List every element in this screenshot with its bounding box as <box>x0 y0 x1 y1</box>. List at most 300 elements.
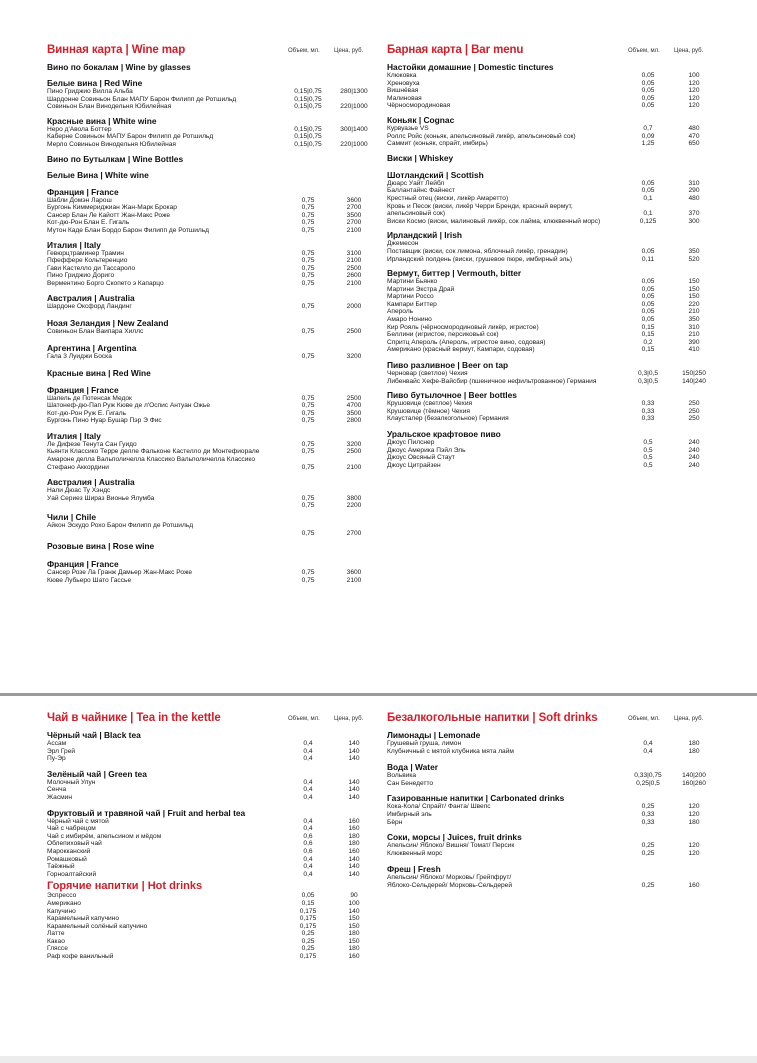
item-volume: 0,15|0,75 <box>294 133 322 141</box>
item-volume: 0,05 <box>641 79 655 87</box>
item-volume: 0,33 <box>641 818 655 826</box>
item-volume: 0,4 <box>303 793 313 801</box>
item-volume: 0,05 <box>301 892 315 900</box>
item-volume: 0,4 <box>303 747 313 755</box>
item-price: 150 <box>688 278 700 286</box>
item-volume: 0,4 <box>303 786 313 794</box>
menu-item-row <box>47 908 373 916</box>
item-volume: 0,75 <box>301 279 315 287</box>
menu-item-row <box>387 286 713 294</box>
item-volume: 0,15|0,75 <box>294 103 322 111</box>
item-price: 480 <box>688 194 700 202</box>
section-heading: Вино по бокалам | Wine by glasses <box>47 62 191 72</box>
item-price: 100 <box>348 899 360 907</box>
soft-drinks-title: Безалкогольные напитки | Soft drinks <box>387 712 598 724</box>
item-volume: 0,05 <box>641 187 655 195</box>
menu-item-row <box>387 278 713 286</box>
item-name: Пу-Эр <box>47 755 66 763</box>
menu-item-row <box>47 141 373 149</box>
item-name: Сансер Розе Ла Гранж Дамьер Жан-Макс Роже <box>47 569 193 577</box>
item-name: Кока-Кола/ Спрайт/ Фанта/ Швепс <box>387 803 491 811</box>
item-price: 160 <box>348 953 360 961</box>
item-volume: 0,09 <box>641 132 655 140</box>
menu-item-row <box>387 140 713 148</box>
item-price: 140 <box>348 755 360 763</box>
item-price: 120 <box>688 102 700 110</box>
item-price: 160 <box>688 881 700 889</box>
item-price: 150 <box>688 293 700 301</box>
item-volume: 0,05 <box>641 293 655 301</box>
item-name: Какао <box>47 937 65 945</box>
item-name: Баллантайнс Файнест <box>387 187 456 195</box>
menu-item-row <box>387 370 713 378</box>
item-volume: 0,15|0,75 <box>294 125 322 133</box>
item-volume: 0,33 <box>641 400 655 408</box>
menu-item-row <box>47 938 373 946</box>
item-price: 140 <box>348 747 360 755</box>
bar-menu-header <box>387 44 713 57</box>
item-volume: 0,125 <box>639 217 657 225</box>
item-price: 240 <box>688 461 700 469</box>
item-name: Эспрессо <box>47 892 77 900</box>
item-price: 120 <box>688 79 700 87</box>
item-price: 160 <box>348 825 360 833</box>
item-price: 480 <box>688 124 700 132</box>
item-volume: 0,15 <box>641 331 655 339</box>
subsection-heading: Австралия | Australia <box>47 477 135 488</box>
subsection-heading: Уральское крафтовое пиво <box>387 429 501 439</box>
item-price: 180 <box>348 930 360 938</box>
item-name: Клюковка <box>387 72 417 79</box>
menu-item-row <box>47 204 373 212</box>
item-volume: 0,05 <box>641 247 655 255</box>
wine-map-column <box>47 44 373 584</box>
item-volume: 0,25 <box>641 842 655 850</box>
item-name: Гави Кастелло ди Тассароло <box>47 264 136 272</box>
menu-item-row <box>47 945 373 953</box>
subsection-heading: Аргентина | Argentina <box>47 342 137 353</box>
menu-item-row <box>47 464 373 472</box>
menu-item-row <box>387 882 713 890</box>
item-volume: 0,75 <box>301 402 315 410</box>
item-name: Крушовице (светлое) Чехия <box>387 400 473 408</box>
item-price: 160|260 <box>682 779 706 787</box>
item-name: Клубничный с мятой клубника мята лайм <box>387 747 514 755</box>
item-volume: 0,75 <box>301 502 315 510</box>
item-volume: 0,4 <box>303 855 313 863</box>
item-name: Латте <box>47 930 65 938</box>
item-price: 300|1400 <box>340 125 368 133</box>
menu-item-row <box>47 786 373 794</box>
item-volume: 0,05 <box>641 308 655 316</box>
item-price: 650 <box>688 140 700 148</box>
subsection-heading: Красные вина | White wine <box>47 115 157 126</box>
subsection-heading: Фруктовый и травяной чай | Fruit and herbal tea <box>47 807 246 818</box>
item-volume: 0,4 <box>303 778 313 786</box>
menu-item-row <box>387 339 713 347</box>
menu-item-row <box>387 378 713 386</box>
item-price: 240 <box>688 446 700 454</box>
item-volume: 0,75 <box>301 463 315 471</box>
item-name: Кир Рояль (чёрносмородиновый ликёр, игристое) <box>387 323 539 331</box>
item-name: Айкон Эскудо Рохо Барон Филипп де Ротшильд <box>47 522 194 530</box>
item-name: Роллс Ройс (коньяк, апельсиновый ликёр, апельсиновый сок) <box>387 132 576 140</box>
item-volume: 0,75 <box>301 352 315 360</box>
menu-item-row <box>47 417 373 425</box>
item-name: Курвуазье VS <box>387 124 429 132</box>
item-name: Облепиховый чай <box>47 840 102 848</box>
item-volume: 0,25 <box>301 945 315 953</box>
menu-item-row <box>47 126 373 134</box>
item-price: 2100 <box>346 576 362 584</box>
item-name: Яблоко-Сельдерей/ Морковь-Сельдерей <box>387 881 513 889</box>
menu-item-row <box>387 439 713 447</box>
item-volume: 0,5 <box>643 454 653 462</box>
menu-item-row <box>387 803 713 811</box>
item-name: Кот-дю-Рон Руж Е. Гигаль <box>47 409 126 417</box>
item-name: Пино Гриджио Доригo <box>47 272 115 280</box>
volume-header: Объем, мл. <box>288 48 320 54</box>
item-name: Карамельный солёный капучино <box>47 922 148 930</box>
item-name: Апероль <box>387 308 414 316</box>
soft-drinks-column <box>387 712 713 890</box>
item-price: 3800 <box>346 494 362 502</box>
item-volume: 0,05 <box>641 102 655 110</box>
item-name: апельсиновый сок) <box>387 210 446 218</box>
menu-item-row <box>47 103 373 111</box>
item-price: 2100 <box>346 279 362 287</box>
item-price: 220|1000 <box>340 103 368 111</box>
item-price: 2500 <box>346 394 362 402</box>
item-name: Клаусталер (безалкогольное) Германия <box>387 415 509 423</box>
item-volume: 0,4 <box>303 863 313 871</box>
item-price: 140|200 <box>682 772 706 780</box>
item-volume: 0,7 <box>643 124 653 132</box>
menu-item-row <box>47 402 373 410</box>
menu-item-row <box>47 825 373 833</box>
item-name <box>47 502 279 510</box>
item-price: 250 <box>688 415 700 423</box>
item-name: Спритц Апероль (Апероль, игристое вино, содовая) <box>387 338 546 346</box>
menu-item-row <box>387 874 713 882</box>
item-price: 210 <box>688 331 700 339</box>
item-volume: 0,175 <box>299 907 317 915</box>
item-volume: 0,75 <box>301 226 315 234</box>
item-name: Апельсин/ Яблоко/ Морковь/ Грейпфрут/ <box>387 874 512 882</box>
item-volume: 0,75 <box>301 494 315 502</box>
item-price: 140 <box>348 907 360 915</box>
item-price: 150 <box>348 937 360 945</box>
menu-item-row <box>47 456 373 464</box>
menu-item-row <box>47 227 373 235</box>
item-price: 300 <box>688 217 700 225</box>
item-price: 3100 <box>346 249 362 257</box>
item-name: Сенча <box>47 786 67 794</box>
item-price: 2100 <box>346 257 362 265</box>
item-name: Шатонеф-дю-Пап Руж Кюве де л'Оспис Антуан Ожье <box>47 402 211 410</box>
item-volume: 0,75 <box>301 440 315 448</box>
item-name: Джоус Овсяный Стаут <box>387 454 455 462</box>
section-heading: Настойки домашние | Domestic tinctures <box>387 62 554 72</box>
item-price: 180 <box>688 747 700 755</box>
item-volume: 0,15 <box>641 323 655 331</box>
item-volume: 0,4 <box>643 747 653 755</box>
item-name: Мартини Бьянко <box>387 278 438 286</box>
price-header: Цена, руб. <box>674 716 704 722</box>
menu-item-row <box>47 522 373 530</box>
menu-item-row <box>47 930 373 938</box>
item-name: Чёрный чай с мятой <box>47 817 109 825</box>
menu-item-row <box>47 88 373 96</box>
section-heading: Красные вина | Red Wine <box>47 367 151 378</box>
item-name: Мартини Экстра Драй <box>387 285 455 293</box>
subsection-heading: Лимонады | Lemonade <box>387 730 481 740</box>
item-name: Сан Бенедетто <box>387 779 434 787</box>
item-name: Поставщик (виски, сок лимона, яблочный ликёр, гренадин) <box>387 247 568 255</box>
menu-item-row <box>47 856 373 864</box>
item-name: Гляссе <box>47 945 68 953</box>
item-price: 3600 <box>346 196 362 204</box>
item-price: 280|1300 <box>340 88 368 95</box>
item-price: 100 <box>688 72 700 79</box>
item-name: Пфефферe Кольтеренцио <box>47 257 128 265</box>
item-name: Дюарс Уайт Лейбл <box>387 179 445 187</box>
item-price: 140 <box>348 793 360 801</box>
item-name: Неро д'Авола Боттер <box>47 125 112 133</box>
item-name: Джоус Цитрайзен <box>387 461 441 469</box>
subsection-heading: Франция | France <box>47 384 119 395</box>
soft-drinks-header <box>387 712 713 725</box>
item-volume: 1,25 <box>641 140 655 148</box>
section-heading: Виски | Whiskey <box>387 152 454 163</box>
item-volume: 0,05 <box>641 285 655 293</box>
item-volume: 0,4 <box>303 870 313 878</box>
item-name: Кот-дю-Рон Блан Е. Гигаль <box>47 219 130 227</box>
item-volume: 0,25 <box>301 930 315 938</box>
menu-item-row <box>387 772 713 780</box>
item-price: 2700 <box>346 204 362 212</box>
item-price: 3200 <box>346 440 362 448</box>
item-name: Ирландский полдень (виски, грушевое пюре, имбирный эль) <box>387 255 573 263</box>
item-volume: 0,5 <box>643 461 653 469</box>
menu-item-row <box>387 454 713 462</box>
item-name: Мутон Каде Блан Бордо Барон Филипп де Ротшильд <box>47 226 210 234</box>
volume-header: Объем, мл. <box>628 716 660 722</box>
item-volume: 0,33 <box>641 415 655 423</box>
item-volume: 0,75 <box>301 529 315 537</box>
menu-item-row <box>387 80 713 88</box>
item-price: 2100 <box>346 226 362 234</box>
item-price: 250 <box>688 407 700 415</box>
item-volume: 0,5 <box>643 446 653 454</box>
menu-item-row <box>47 871 373 879</box>
item-name: Нали Дюас Ту Хэндс <box>47 487 111 495</box>
item-price: 140 <box>348 740 360 747</box>
bar-menu-title: Барная карта | Bar menu <box>387 44 524 56</box>
item-name: Апельсин/ Яблоко/ Вишня/ Томат/ Персик <box>387 842 515 850</box>
menu-item-row <box>387 850 713 858</box>
bar-menu-column <box>387 44 713 469</box>
item-volume: 0,4 <box>303 740 313 747</box>
subsection-heading: Чёрный чай | Black tea <box>47 730 141 740</box>
menu-item-row <box>47 755 373 763</box>
item-name: Амароне делла Вальполичелла Классико Вальполичелла Классико <box>47 456 256 464</box>
item-name: Бургонь Пино Нуар Бушар Пэр Э Фис <box>47 417 162 425</box>
item-name: Саммит (коньяк, спрайт, имбирь) <box>387 140 488 148</box>
item-name: Марокканский <box>47 847 91 855</box>
item-price: 350 <box>688 247 700 255</box>
menu-item-row <box>387 210 713 218</box>
item-price: 310 <box>688 323 700 331</box>
menu-item-row <box>47 96 373 104</box>
menu-item-row <box>47 257 373 265</box>
item-price: 160 <box>348 847 360 855</box>
menu-item-row <box>387 811 713 819</box>
menu-item-row <box>387 748 713 756</box>
item-price: 90 <box>350 892 358 900</box>
item-volume: 0,75 <box>301 219 315 227</box>
menu-item-row <box>387 256 713 264</box>
item-price: 150 <box>348 922 360 930</box>
menu-item-row <box>387 462 713 470</box>
item-volume: 0,25 <box>641 803 655 811</box>
item-volume: 0,4 <box>303 755 313 763</box>
item-price: 2700 <box>346 529 362 537</box>
item-volume: 0,75 <box>301 264 315 272</box>
item-volume: 0,15 <box>301 899 315 907</box>
item-volume: 0,25|0,5 <box>636 779 660 787</box>
tea-title: Чай в чайнике | Tea in the kettle <box>47 712 221 724</box>
item-name: Молочный Улун <box>47 778 96 786</box>
item-volume: 0,25 <box>301 937 315 945</box>
item-volume: 0,4 <box>303 817 313 825</box>
subsection-heading: Чили | Chile <box>47 512 96 523</box>
subsection-heading: Вермут, биттер | Vermouth, bitter <box>387 268 522 279</box>
item-name: Бёрн <box>387 818 403 826</box>
item-price: 150 <box>348 915 360 923</box>
item-volume: 0,05 <box>641 72 655 79</box>
subsection-heading: Ноая Зеландия | New Zealand <box>47 317 169 328</box>
item-volume: 0,05 <box>641 278 655 286</box>
item-volume: 0,6 <box>303 832 313 840</box>
item-name: Горноалтайский <box>47 870 97 878</box>
item-volume: 0,75 <box>301 204 315 212</box>
wine-map-title: Винная карта | Wine map <box>47 44 186 56</box>
menu-item-row <box>47 953 373 961</box>
item-volume: 0,33|0,75 <box>634 772 662 780</box>
item-name: Каберне Совиньон МАПУ Барон Филипп де Ротшильд <box>47 133 214 141</box>
section-heading: Белые Вина | White wine <box>47 169 149 180</box>
item-volume: 0,75 <box>301 196 315 204</box>
item-name: Шапель де Потенсак Медок <box>47 394 132 402</box>
menu-item-row <box>387 324 713 332</box>
item-price: 370 <box>688 210 700 218</box>
item-name: Мерло Совиньон Винодельня Юбилейная <box>47 140 176 148</box>
item-price: 220 <box>688 300 700 308</box>
menu-item-row <box>387 195 713 203</box>
item-price: 150|250 <box>682 370 706 378</box>
item-price: 180 <box>348 832 360 840</box>
item-name: Беллини (игристое, персиковый сок) <box>387 331 499 339</box>
subsection-heading: Ирландский | Irish <box>387 230 462 241</box>
menu-item-row <box>47 410 373 418</box>
item-name: Крестный отец (виски, ликёр Амаретто) <box>387 194 509 202</box>
item-volume: 0,75 <box>301 576 315 584</box>
item-name: Хреновуха <box>387 79 420 87</box>
item-name: Черновар (светлое) Чехия <box>387 370 468 378</box>
menu-item-row <box>47 794 373 802</box>
item-volume: 0,25 <box>641 849 655 857</box>
item-price: 210 <box>688 308 700 316</box>
menu-item-row <box>47 848 373 856</box>
item-name: Американо (красный вермут, Кампари, содовая) <box>387 346 535 354</box>
item-volume: 0,5 <box>643 439 653 446</box>
item-name: Кьянти Классико Терре делле Фальконе Кастелло ди Монтефиорале <box>47 448 260 456</box>
item-price: 390 <box>688 338 700 346</box>
item-price: 140 <box>348 863 360 871</box>
item-name: Джоус Пилснер <box>387 439 435 446</box>
menu-item-row <box>387 133 713 141</box>
menu-item-row <box>47 441 373 449</box>
menu-item-row <box>387 293 713 301</box>
item-volume: 0,1 <box>643 210 653 218</box>
subsection-heading: Италия | Italy <box>47 430 101 441</box>
item-name: Уай Сериез Шираз Вионье Ялумба <box>47 494 155 502</box>
menu-item-row <box>387 72 713 80</box>
menu-item-row <box>47 502 373 510</box>
wine-map-header <box>47 44 373 57</box>
item-volume: 0,15|0,75 <box>294 95 322 103</box>
menu-item-row <box>387 203 713 211</box>
menu-item-row <box>387 316 713 324</box>
item-volume: 0,2 <box>643 338 653 346</box>
menu-item-row <box>387 415 713 423</box>
menu-item-row <box>47 448 373 456</box>
item-name: Вольвика <box>387 772 417 780</box>
item-name: Ле Дифезе Тенута Сан Гуидо <box>47 440 137 448</box>
menu-item-row <box>47 748 373 756</box>
menu-item-row <box>387 842 713 850</box>
item-price: 410 <box>688 346 700 354</box>
item-name: Виски Космо (виски, малиновый ликёр, сок лайма, клюквенный морс) <box>387 217 601 225</box>
menu-item-row <box>387 408 713 416</box>
menu-item-row <box>47 530 373 538</box>
item-price: 520 <box>688 255 700 263</box>
item-volume: 0,1 <box>643 194 653 202</box>
item-volume: 0,3|0,5 <box>637 370 659 378</box>
item-price: 120 <box>688 87 700 95</box>
menu-item-row <box>387 301 713 309</box>
subsection-heading: Италия | Italy <box>47 239 101 250</box>
subsection-heading: Франция | France <box>47 559 119 570</box>
menu-item-row <box>47 272 373 280</box>
item-volume: 0,75 <box>301 417 315 425</box>
item-volume: 0,05 <box>641 300 655 308</box>
item-price: 220|1000 <box>340 140 368 148</box>
menu-item-row <box>47 892 373 900</box>
item-price: 150 <box>688 285 700 293</box>
item-price: 120 <box>688 803 700 811</box>
menu-item-row <box>47 133 373 141</box>
item-volume: 0,6 <box>303 840 313 848</box>
item-volume: 0,4 <box>303 825 313 833</box>
menu-item-row <box>387 819 713 827</box>
item-name: Стефано Аккордини <box>47 463 109 471</box>
item-name: Джоус Америка Пэйл Эль <box>387 446 466 454</box>
menu-item-row <box>387 218 713 226</box>
subsection-heading: Розовые вина | Rose wine <box>47 541 155 552</box>
item-volume: 0,33 <box>641 407 655 415</box>
